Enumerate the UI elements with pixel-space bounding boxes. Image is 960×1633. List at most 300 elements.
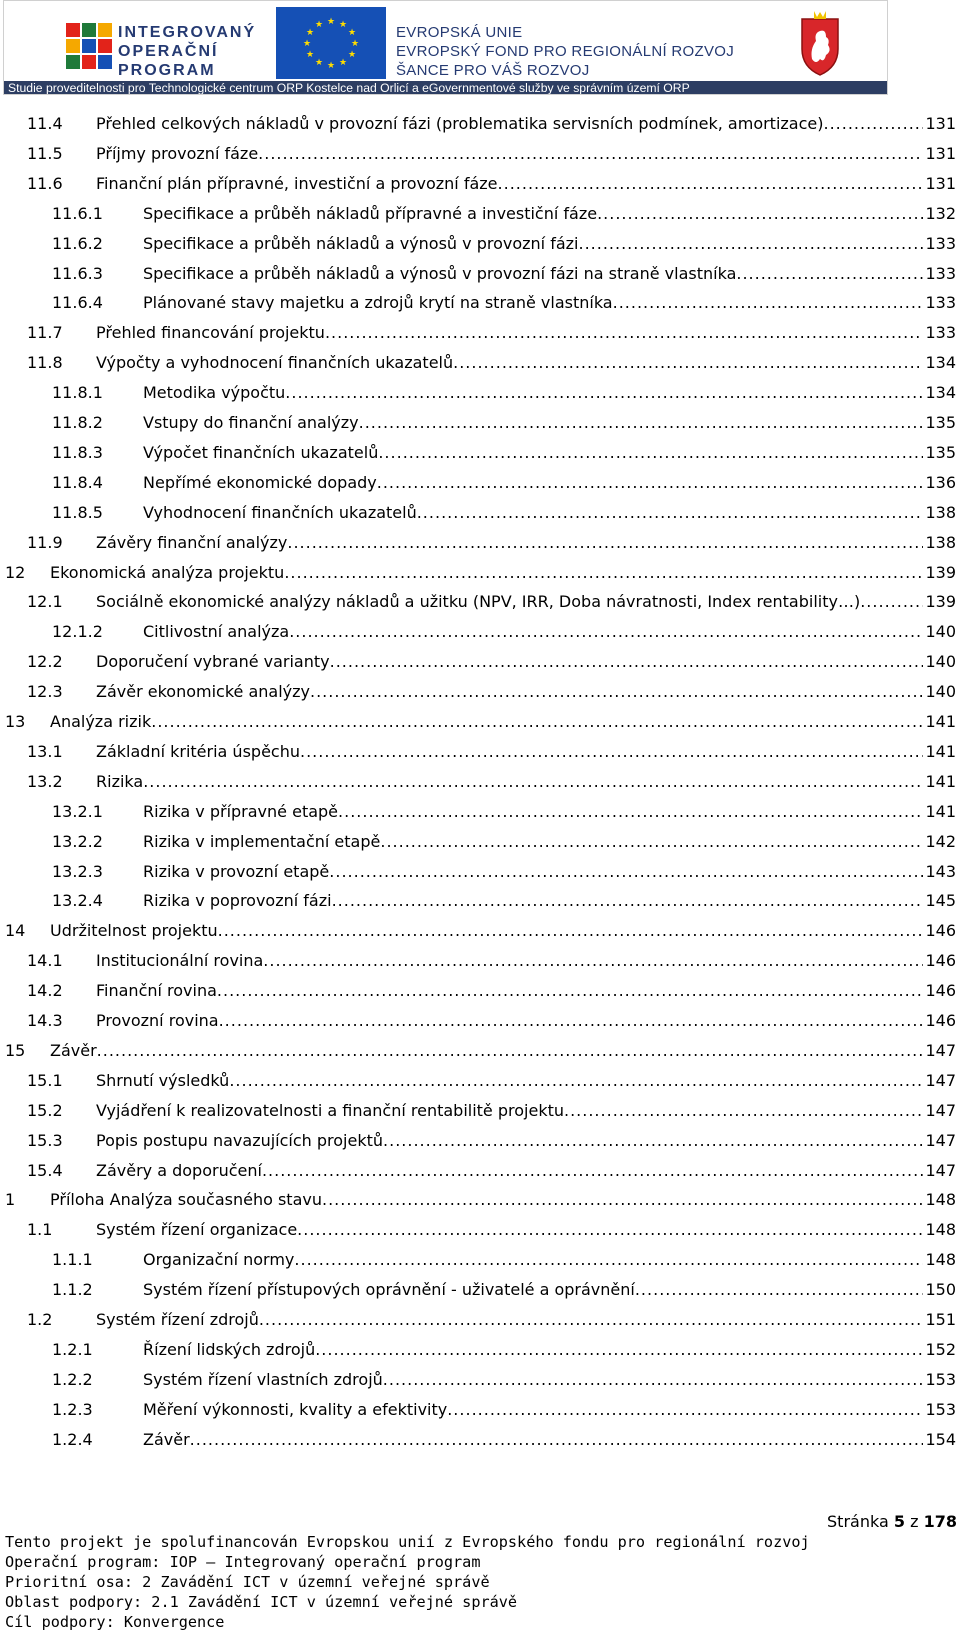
svg-text:★: ★ xyxy=(305,28,315,38)
toc-entry[interactable] xyxy=(0,862,960,893)
toc-dot-leader xyxy=(736,264,923,284)
toc-dot-leader xyxy=(284,563,923,583)
toc-dot-leader xyxy=(259,1310,924,1330)
logo-square-icon xyxy=(66,39,80,53)
toc-entry-page: 141 xyxy=(925,712,956,731)
toc-entry-body xyxy=(96,1161,956,1181)
toc-dot-leader xyxy=(219,1011,924,1031)
toc-entry-page: 141 xyxy=(925,772,956,791)
toc-dot-leader xyxy=(498,174,924,194)
toc-entry-number: 15.2 xyxy=(27,1101,63,1120)
toc-entry-page: 148 xyxy=(925,1250,956,1269)
toc-dot-leader xyxy=(564,1101,923,1121)
toc-entry[interactable] xyxy=(0,1131,960,1162)
toc-entry[interactable] xyxy=(0,234,960,265)
toc-entry-title: Závěr xyxy=(50,1041,97,1060)
toc-entry-body xyxy=(143,622,956,642)
toc-entry-body xyxy=(96,1220,956,1240)
eu-text xyxy=(396,23,734,80)
toc-entry-body xyxy=(96,174,956,194)
toc-entry-title: Organizační normy xyxy=(143,1250,295,1269)
iop-logo-text xyxy=(118,23,256,80)
toc-dot-leader xyxy=(332,891,924,911)
toc-dot-leader xyxy=(378,443,923,463)
toc-entry-title: Vyhodnocení finančních ukazatelů xyxy=(143,503,417,522)
toc-entry-title: Systém řízení vlastních zdrojů xyxy=(143,1370,383,1389)
toc-entry-number: 1.1 xyxy=(27,1220,53,1239)
toc-entry-body xyxy=(96,772,956,792)
toc-dot-leader xyxy=(383,1131,923,1151)
toc-entry-number: 15 xyxy=(5,1041,26,1060)
toc-entry-page: 133 xyxy=(925,264,956,283)
toc-dot-leader xyxy=(97,1041,924,1061)
toc-entry[interactable] xyxy=(0,712,960,743)
page-separator: z xyxy=(910,1512,919,1531)
toc-dot-leader xyxy=(453,353,923,373)
toc-entry[interactable] xyxy=(0,802,960,833)
toc-entry-number: 12.1.2 xyxy=(52,622,103,641)
toc-entry-number: 1.1.2 xyxy=(52,1280,93,1299)
toc-entry-number: 11.6.1 xyxy=(52,204,103,223)
toc-entry-page: 147 xyxy=(925,1041,956,1060)
page-indicator-prefix: Stránka xyxy=(827,1512,889,1531)
toc-entry-body xyxy=(143,413,956,433)
toc-entry-number: 11.8.4 xyxy=(52,473,103,492)
toc-entry-number: 11.6.4 xyxy=(52,293,103,312)
toc-entry-page: 140 xyxy=(925,622,956,641)
toc-entry[interactable] xyxy=(0,383,960,414)
toc-entry[interactable] xyxy=(0,1220,960,1251)
toc-dot-leader xyxy=(613,293,924,313)
toc-entry-body xyxy=(96,1310,956,1330)
toc-entry-number: 11.6.2 xyxy=(52,234,103,253)
toc-dot-leader xyxy=(597,204,923,224)
toc-entry-page: 153 xyxy=(925,1370,956,1389)
toc-dot-leader xyxy=(380,832,923,852)
toc-entry-page: 134 xyxy=(925,383,956,402)
toc-dot-leader xyxy=(338,802,923,822)
toc-entry-body xyxy=(143,1430,956,1450)
toc-entry-body xyxy=(96,1011,956,1031)
toc-entry[interactable] xyxy=(0,264,960,295)
toc-dot-leader xyxy=(258,144,923,164)
toc-entry[interactable] xyxy=(0,951,960,982)
toc-dot-leader xyxy=(322,1190,923,1210)
toc-entry[interactable] xyxy=(0,413,960,444)
footer-line: Tento projekt je spolufinancován Evropskou unií z Evropského fondu pro regionální rozvoj xyxy=(5,1533,810,1551)
toc-dot-leader xyxy=(635,1280,924,1300)
toc-entry-title: Rizika v poprovozní fázi xyxy=(143,891,332,910)
toc-dot-leader xyxy=(447,1400,923,1420)
toc-entry-body xyxy=(143,832,956,852)
eu-text-line: EVROPSKÁ UNIE xyxy=(396,24,523,41)
toc-entry-number: 13.2 xyxy=(27,772,63,791)
toc-entry-number: 11.8.5 xyxy=(52,503,103,522)
toc-entry-body xyxy=(143,234,956,254)
toc-entry-body xyxy=(143,862,956,882)
toc-entry-body xyxy=(96,981,956,1001)
svg-text:★: ★ xyxy=(347,50,357,60)
toc-entry[interactable] xyxy=(0,293,960,324)
toc-entry[interactable] xyxy=(0,323,960,354)
toc-entry-title: Doporučení vybrané varianty xyxy=(96,652,330,671)
header-banner xyxy=(3,0,888,95)
toc-entry-number: 11.8.1 xyxy=(52,383,103,402)
toc-entry-number: 1.2.1 xyxy=(52,1340,93,1359)
crest-icon xyxy=(794,9,846,79)
toc-entry-page: 147 xyxy=(925,1161,956,1180)
toc-entry-page: 140 xyxy=(925,652,956,671)
toc-entry-page: 146 xyxy=(925,981,956,1000)
toc-entry-body xyxy=(143,1400,956,1420)
toc-entry-page: 139 xyxy=(925,563,956,582)
toc-entry[interactable] xyxy=(0,473,960,504)
toc-entry-page: 153 xyxy=(925,1400,956,1419)
toc-entry[interactable] xyxy=(0,174,960,205)
toc-entry-page: 151 xyxy=(925,1310,956,1329)
toc-dot-leader xyxy=(217,981,924,1001)
toc-entry[interactable] xyxy=(0,533,960,564)
toc-entry-title: Závěry a doporučení xyxy=(96,1161,262,1180)
toc-entry-page: 147 xyxy=(925,1071,956,1090)
toc-entry-page: 131 xyxy=(925,144,956,163)
toc-dot-leader xyxy=(190,1430,924,1450)
toc-entry-title: Přehled financování projektu xyxy=(96,323,325,342)
toc-dot-leader xyxy=(262,1161,924,1181)
toc-entry-title: Rizika v implementační etapě xyxy=(143,832,381,851)
toc-entry-page: 143 xyxy=(925,862,956,881)
toc-entry[interactable] xyxy=(0,742,960,773)
toc-entry-number: 11.4 xyxy=(27,114,63,133)
toc-entry-body xyxy=(143,383,956,403)
toc-entry-number: 14 xyxy=(5,921,26,940)
toc-entry-number: 11.7 xyxy=(27,323,63,342)
toc-entry-number: 15.3 xyxy=(27,1131,63,1150)
svg-text:★: ★ xyxy=(326,61,336,71)
toc-entry-body xyxy=(143,1370,956,1390)
toc-entry-number: 1.2.2 xyxy=(52,1370,93,1389)
logo-square-icon xyxy=(98,23,112,37)
logo-square-icon xyxy=(82,39,96,53)
toc-entry-page: 145 xyxy=(925,891,956,910)
toc-entry-page: 152 xyxy=(925,1340,956,1359)
toc-dot-leader xyxy=(315,1340,923,1360)
svg-text:★: ★ xyxy=(314,20,324,30)
toc-dot-leader xyxy=(287,533,923,553)
toc-entry-body xyxy=(96,353,956,373)
toc-entry-page: 140 xyxy=(925,682,956,701)
svg-text:★: ★ xyxy=(314,58,324,68)
toc-entry-number: 1 xyxy=(5,1190,16,1209)
toc-entry-title: Příloha Analýza současného stavu xyxy=(50,1190,322,1209)
toc-entry-title: Rizika v provozní etapě xyxy=(143,862,330,881)
toc-entry[interactable] xyxy=(0,443,960,474)
toc-entry[interactable] xyxy=(0,563,960,594)
toc-entry-body xyxy=(50,1190,956,1210)
toc-entry[interactable] xyxy=(0,1011,960,1042)
toc-entry-number: 12.2 xyxy=(27,652,63,671)
toc-entry-page: 134 xyxy=(925,353,956,372)
toc-entry-page: 133 xyxy=(925,293,956,312)
toc-entry-body xyxy=(96,1131,956,1151)
toc-entry-title: Udržitelnost projektu xyxy=(50,921,218,940)
toc-dot-leader xyxy=(329,862,923,882)
toc-entry-title: Finanční plán přípravné, investiční a provozní fáze xyxy=(96,174,498,193)
toc-entry-number: 12.1 xyxy=(27,592,63,611)
toc-entry-title: Závěr ekonomické analýzy xyxy=(96,682,310,701)
toc-dot-leader xyxy=(377,473,924,493)
toc-entry-body xyxy=(96,592,956,612)
toc-entry-page: 141 xyxy=(925,802,956,821)
toc-dot-leader xyxy=(417,503,924,523)
toc-entry-body xyxy=(143,1340,956,1360)
toc-entry-title: Přehled celkových nákladů v provozní fázi (problematika servisních podmínek, amortizace) xyxy=(96,114,824,133)
toc-entry-body xyxy=(96,144,956,164)
toc-entry-number: 11.8 xyxy=(27,353,63,372)
toc-entry-body xyxy=(96,114,956,134)
toc-entry-body xyxy=(143,802,956,822)
toc-entry-page: 148 xyxy=(925,1190,956,1209)
toc-entry-number: 1.2 xyxy=(27,1310,53,1329)
toc-entry-body xyxy=(143,293,956,313)
toc-entry-page: 147 xyxy=(925,1101,956,1120)
toc-dot-leader xyxy=(218,921,924,941)
toc-entry-title: Vyjádření k realizovatelnosti a finanční rentabilitě projektu xyxy=(96,1101,564,1120)
toc-dot-leader xyxy=(297,1220,923,1240)
footer-line: Cíl podpory: Konvergence xyxy=(5,1613,225,1631)
toc-entry[interactable] xyxy=(0,981,960,1012)
toc-entry-title: Řízení lidských zdrojů xyxy=(143,1340,316,1359)
toc-dot-leader xyxy=(330,652,924,672)
header-subtitle: Studie proveditelnosti pro Technologické centrum ORP Kostelce nad Orlicí a eGovernmentové služby ve správním území ORP xyxy=(4,81,888,95)
toc-entry-number: 1.1.1 xyxy=(52,1250,93,1269)
toc-entry-title: Metodika výpočtu xyxy=(143,383,286,402)
svg-text:★: ★ xyxy=(347,28,357,38)
footer xyxy=(5,1532,810,1632)
toc-entry-title: Shrnutí výsledků xyxy=(96,1071,230,1090)
toc-entry-page: 154 xyxy=(925,1430,956,1449)
toc-entry[interactable] xyxy=(0,503,960,534)
toc-entry-title: Specifikace a průběh nákladů a výnosů v provozní fázi xyxy=(143,234,579,253)
toc-entry-page: 131 xyxy=(925,114,956,133)
page-total: 178 xyxy=(923,1512,957,1531)
toc-entry-title: Analýza rizik xyxy=(50,712,152,731)
toc-entry-number: 14.2 xyxy=(27,981,63,1000)
toc-entry-page: 136 xyxy=(925,473,956,492)
toc-entry-number: 13.2.2 xyxy=(52,832,103,851)
toc-entry-page: 133 xyxy=(925,234,956,253)
toc-entry[interactable] xyxy=(0,1280,960,1311)
toc-entry-title: Systém řízení organizace xyxy=(96,1220,298,1239)
toc-dot-leader xyxy=(151,712,923,732)
toc-entry-title: Měření výkonnosti, kvality a efektivity xyxy=(143,1400,448,1419)
toc-entry-title: Provozní rovina xyxy=(96,1011,219,1030)
toc-entry-body xyxy=(50,563,956,583)
toc-entry[interactable] xyxy=(0,1071,960,1102)
toc-entry-page: 138 xyxy=(925,503,956,522)
logo-square-icon xyxy=(98,55,112,69)
toc-entry-title: Vstupy do finanční analýzy xyxy=(143,413,359,432)
toc-entry-page: 139 xyxy=(925,592,956,611)
toc-entry-title: Specifikace a průběh nákladů a výnosů v provozní fázi na straně vlastníka xyxy=(143,264,737,283)
toc-entry-page: 133 xyxy=(925,323,956,342)
toc-entry-title: Nepřímé ekonomické dopady xyxy=(143,473,377,492)
page-current: 5 xyxy=(893,1512,905,1531)
toc-entry-number: 11.5 xyxy=(27,144,63,163)
toc-dot-leader xyxy=(229,1071,923,1091)
toc-entry[interactable] xyxy=(0,1190,960,1221)
logo-square-icon xyxy=(66,55,80,69)
toc-entry-title: Výpočty a vyhodnocení finančních ukazatelů xyxy=(96,353,454,372)
toc-entry-title: Rizika v přípravné etapě xyxy=(143,802,339,821)
toc-dot-leader xyxy=(300,742,923,762)
toc-entry-page: 141 xyxy=(925,742,956,761)
logo-square-icon xyxy=(82,55,96,69)
toc-dot-leader xyxy=(578,234,923,254)
logo-square-icon xyxy=(98,39,112,53)
page-indicator xyxy=(827,1512,957,1531)
footer-line: Oblast podpory: 2.1 Zavádění ICT v územní veřejné správě xyxy=(5,1593,518,1611)
toc-entry-body xyxy=(96,1071,956,1091)
toc-dot-leader xyxy=(143,772,923,792)
toc-entry-body xyxy=(96,652,956,672)
toc-entry-body xyxy=(96,742,956,762)
svg-text:★: ★ xyxy=(326,17,336,27)
toc-dot-leader xyxy=(285,383,923,403)
toc-entry[interactable] xyxy=(0,682,960,713)
toc-entry[interactable] xyxy=(0,1340,960,1371)
svg-text:★: ★ xyxy=(338,58,348,68)
toc-dot-leader xyxy=(823,114,923,134)
footer-line: Operační program: IOP – Integrovaný operační program xyxy=(5,1553,481,1571)
toc-entry[interactable] xyxy=(0,1400,960,1431)
toc-entry[interactable] xyxy=(0,1370,960,1401)
toc-entry-number: 13.2.4 xyxy=(52,891,103,910)
toc-entry-title: Institucionální rovina xyxy=(96,951,264,970)
toc-entry-page: 132 xyxy=(925,204,956,223)
toc-dot-leader xyxy=(289,622,923,642)
toc-entry-title: Citlivostní analýza xyxy=(143,622,290,641)
toc-entry[interactable] xyxy=(0,622,960,653)
toc-entry[interactable] xyxy=(0,772,960,803)
toc-dot-leader xyxy=(310,682,923,702)
toc-entry[interactable] xyxy=(0,891,960,922)
toc-dot-leader xyxy=(860,592,923,612)
toc-entry-body xyxy=(96,533,956,553)
toc-entry[interactable] xyxy=(0,1430,960,1461)
toc-entry-page: 146 xyxy=(925,921,956,940)
toc-entry-body xyxy=(143,1250,956,1270)
toc-entry-title: Plánované stavy majetku a zdrojů krytí na straně vlastníka xyxy=(143,293,613,312)
toc-dot-leader xyxy=(383,1370,924,1390)
iop-logo-line: OPERAČNÍ xyxy=(118,43,219,60)
toc-entry-page: 147 xyxy=(925,1131,956,1150)
toc-entry-body xyxy=(143,503,956,523)
toc-entry-title: Závěry finanční analýzy xyxy=(96,533,288,552)
toc-entry-number: 11.6 xyxy=(27,174,63,193)
toc-entry-body xyxy=(96,951,956,971)
toc-entry-number: 13 xyxy=(5,712,26,731)
toc-entry-body xyxy=(96,1101,956,1121)
toc-entry-page: 135 xyxy=(925,413,956,432)
toc-entry-title: Systém řízení přístupových oprávnění - uživatelé a oprávnění xyxy=(143,1280,635,1299)
toc-entry-title: Systém řízení zdrojů xyxy=(96,1310,259,1329)
logo-square-icon xyxy=(82,23,96,37)
toc-entry-page: 148 xyxy=(925,1220,956,1239)
toc-entry[interactable] xyxy=(0,1250,960,1281)
toc-entry[interactable] xyxy=(0,1161,960,1192)
toc-entry[interactable] xyxy=(0,921,960,952)
toc-entry-body xyxy=(143,1280,956,1300)
toc-entry-number: 11.8.2 xyxy=(52,413,103,432)
toc-entry-number: 12 xyxy=(5,563,26,582)
toc-entry[interactable] xyxy=(0,652,960,683)
toc-entry-body xyxy=(143,891,956,911)
toc-dot-leader xyxy=(359,413,924,433)
toc-entry[interactable] xyxy=(0,144,960,175)
toc-entry[interactable] xyxy=(0,114,960,145)
logo-square-icon xyxy=(66,23,80,37)
toc-entry-body xyxy=(50,1041,956,1061)
toc-entry-number: 15.4 xyxy=(27,1161,63,1180)
svg-text:★: ★ xyxy=(350,39,360,49)
toc-entry-title: Ekonomická analýza projektu xyxy=(50,563,285,582)
iop-logo xyxy=(66,23,257,81)
toc-entry-number: 11.9 xyxy=(27,533,63,552)
toc-entry-page: 131 xyxy=(925,174,956,193)
toc-entry-title: Finanční rovina xyxy=(96,981,217,1000)
toc-entry-number: 12.3 xyxy=(27,682,63,701)
toc-entry[interactable] xyxy=(0,353,960,384)
toc-entry-body xyxy=(96,323,956,343)
toc-entry-title: Závěr xyxy=(143,1430,190,1449)
toc-entry-body xyxy=(143,473,956,493)
toc-dot-leader xyxy=(294,1250,923,1270)
toc-entry-page: 135 xyxy=(925,443,956,462)
toc-entry-title: Sociálně ekonomické analýzy nákladů a užitku (NPV, IRR, Doba návratnosti, Index rentability…) xyxy=(96,592,861,611)
footer-line: Prioritní osa: 2 Zavádění ICT v územní veřejné správě xyxy=(5,1573,490,1591)
toc-entry-title: Specifikace a průběh nákladů přípravné a investiční fáze xyxy=(143,204,598,223)
toc-entry-number: 13.2.1 xyxy=(52,802,103,821)
toc-entry-number: 13.1 xyxy=(27,742,63,761)
toc-entry-body xyxy=(96,682,956,702)
toc-entry-title: Základní kritéria úspěchu xyxy=(96,742,300,761)
toc-entry-body xyxy=(143,443,956,463)
toc-entry-number: 14.3 xyxy=(27,1011,63,1030)
toc-entry-page: 142 xyxy=(925,832,956,851)
toc-entry[interactable] xyxy=(0,592,960,623)
toc-entry-page: 150 xyxy=(925,1280,956,1299)
toc-entry-title: Výpočet finančních ukazatelů xyxy=(143,443,379,462)
toc-entry-body xyxy=(50,712,956,732)
toc-entry[interactable] xyxy=(0,1310,960,1341)
eu-text-line: EVROPSKÝ FOND PRO REGIONÁLNÍ ROZVOJ xyxy=(396,43,735,60)
toc-entry-page: 146 xyxy=(925,951,956,970)
eu-flag-icon xyxy=(276,7,386,79)
toc-entry[interactable] xyxy=(0,1041,960,1072)
toc-dot-leader xyxy=(325,323,924,343)
toc-entry-title: Rizika xyxy=(96,772,144,791)
toc-entry[interactable] xyxy=(0,832,960,863)
toc-entry-number: 14.1 xyxy=(27,951,63,970)
toc-entry-number: 1.2.3 xyxy=(52,1400,93,1419)
svg-text:★: ★ xyxy=(338,20,348,30)
svg-text:★: ★ xyxy=(305,50,315,60)
toc-entry-number: 15.1 xyxy=(27,1071,63,1090)
toc-entry[interactable] xyxy=(0,1101,960,1132)
toc-entry-number: 1.2.4 xyxy=(52,1430,93,1449)
toc-entry[interactable] xyxy=(0,204,960,235)
